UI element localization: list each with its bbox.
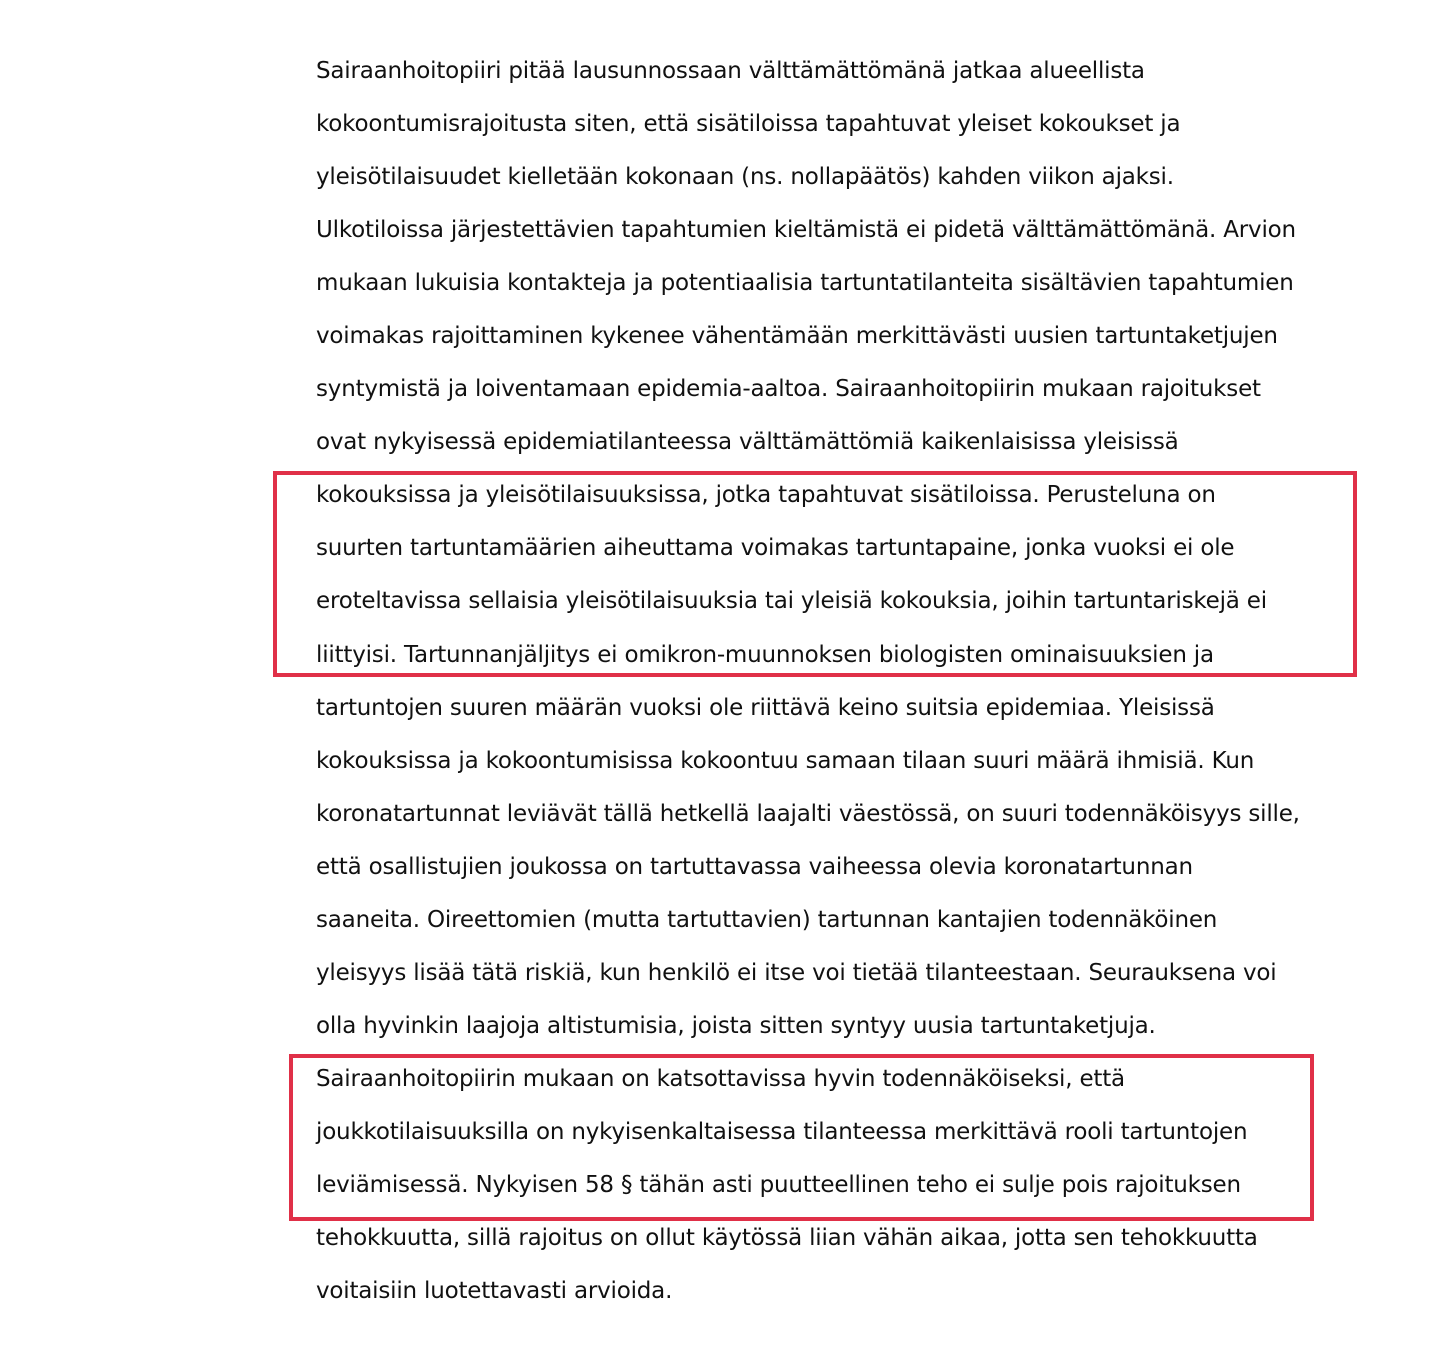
text-line: ovat nykyisessä epidemiatilanteessa välttämättömiä kaikenlaisissa yleisissä (316, 429, 1179, 455)
text-line: Sairaanhoitopiiri pitää lausunnossaan välttämättömänä jatkaa alueellista (316, 58, 1145, 84)
text-line: yleisyys lisää tätä riskiä, kun henkilö ei itse voi tietää tilanteestaan. Seurauksena voi (316, 960, 1277, 986)
text-line: voitaisiin luotettavasti arvioida. (316, 1278, 673, 1304)
highlight-box-2 (289, 1054, 1314, 1221)
text-line: olla hyvinkin laajoja altistumisia, joista sitten syntyy uusia tartuntaketjuja. (316, 1013, 1156, 1039)
text-line: leviämisessä. Nykyisen 58 § tähän asti puutteellinen teho ei sulje pois rajoituksen (316, 1172, 1241, 1198)
text-line: eroteltavissa sellaisia yleisötilaisuuksia tai yleisiä kokouksia, joihin tartuntariskejä ei (316, 588, 1267, 614)
text-line: saaneita. Oireettomien (mutta tartuttavien) tartunnan kantajien todennäköinen (316, 907, 1218, 933)
text-line: koronatartunnat leviävät tällä hetkellä laajalti väestössä, on suuri todennäköisyys sille, (316, 801, 1300, 827)
text-line: tehokkuutta, sillä rajoitus on ollut käytössä liian vähän aikaa, jotta sen tehokkuutta (316, 1225, 1258, 1251)
text-line: kokouksissa ja yleisötilaisuuksissa, jotka tapahtuvat sisätiloissa. Perusteluna on (316, 482, 1216, 508)
text-line: suurten tartuntamäärien aiheuttama voimakas tartuntapaine, jonka vuoksi ei ole (316, 535, 1235, 561)
text-line: kokoontumisrajoitusta siten, että sisätiloissa tapahtuvat yleiset kokoukset ja (316, 111, 1181, 137)
text-line: tartuntojen suuren määrän vuoksi ole riittävä keino suitsia epidemiaa. Yleisissä (316, 695, 1215, 721)
text-line: joukkotilaisuuksilla on nykyisenkaltaisessa tilanteessa merkittävä rooli tartuntojen (316, 1119, 1248, 1145)
text-line: Sairaanhoitopiirin mukaan on katsottavissa hyvin todennäköiseksi, että (316, 1066, 1125, 1092)
highlight-box-1 (273, 471, 1357, 677)
text-line: kokouksissa ja kokoontumisissa kokoontuu samaan tilaan suuri määrä ihmisiä. Kun (316, 748, 1255, 774)
text-line: liittyisi. Tartunnanjäljitys ei omikron-muunnoksen biologisten ominaisuuksien ja (316, 642, 1214, 668)
text-line: mukaan lukuisia kontakteja ja potentiaalisia tartuntatilanteita sisältävien tapahtumien (316, 270, 1294, 296)
text-line: voimakas rajoittaminen kykenee vähentämään merkittävästi uusien tartuntaketjujen (316, 323, 1278, 349)
text-line: Ulkotiloissa järjestettävien tapahtumien kieltämistä ei pidetä välttämättömänä. Arvion (316, 217, 1296, 243)
text-line: yleisötilaisuudet kielletään kokonaan (ns. nollapäätös) kahden viikon ajaksi. (316, 164, 1174, 190)
text-line: syntymistä ja loiventamaan epidemia-aaltoa. Sairaanhoitopiirin mukaan rajoitukset (316, 376, 1261, 402)
text-line: että osallistujien joukossa on tartuttavassa vaiheessa olevia koronatartunnan (316, 854, 1193, 880)
